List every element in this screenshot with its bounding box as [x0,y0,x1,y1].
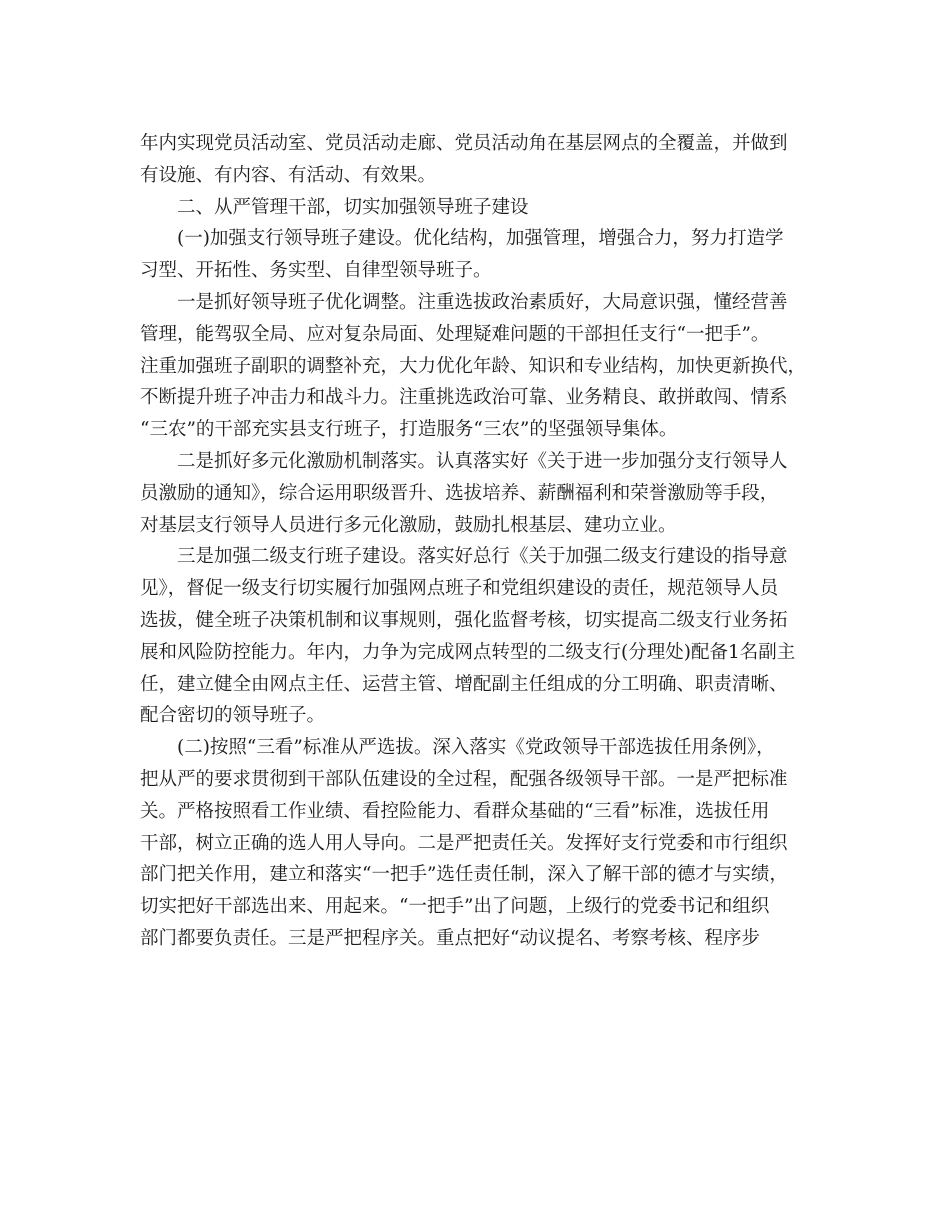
text-line: 注重加强班子副职的调整补充，大力优化年龄、知识和专业结构，加快更新换代， [140,355,807,377]
text-line: 有设施、有内容、有活动、有效果。 [140,164,437,186]
text-line: 干部，树立正确的选人用人导向。二是严把责任关。发挥好支行党委和市行组织 [140,832,788,854]
text-line: 二、从严管理干部，切实加强领导班子建设 [177,196,529,218]
document-body [140,128,820,955]
text-line: (一)加强支行领导班子建设。优化结构，加强管理，增强合力，努力打造学 [177,228,784,250]
text-line: 员激励的通知》，综合运用职级晋升、选拔培养、薪酬福利和荣誉激励等手段， [140,482,779,504]
text-line: 一是抓好领导班子优化调整。注重选拔政治素质好，大局意识强，懂经营善 [177,291,788,313]
text-line: 选拔，健全班子决策机制和议事规则，强化监督考核，切实提高二级支行业务拓 [140,609,788,631]
text-line: 切实把好干部选出来、用起来。“一把手”出了问题，上级行的党委书记和组织 [140,896,770,918]
text-line: 年内实现党员活动室、党员活动走廊、党员活动角在基层网点的全覆盖，并做到 [140,133,788,154]
text-line: 三是加强二级支行班子建设。落实好总行《关于加强二级支行建设的指导意 [177,546,788,568]
text-line: (二)按照“三看”标准从严选拔。深入落实《党政领导干部选拔任用条例》， [177,737,775,759]
text-line: 对基层支行领导人员进行多元化激励，鼓励扎根基层、建功立业。 [140,514,677,536]
text-line: 任，建立健全由网点主任、运营主管、增配副主任组成的分工明确、职责清晰、 [140,673,788,695]
text-line: “三农”的干部充实县支行班子，打造服务“三农”的坚强领导集体。 [140,419,678,441]
text-line: 展和风险防控能力。年内，力争为完成网点转型的二级支行(分理处)配备1名副主 [140,641,796,663]
text-line: 习型、开拓性、务实型、自律型领导班子。 [140,260,492,282]
text-line: 二是抓好多元化激励机制落实。认真落实好《关于进一步加强分支行领导人 [177,450,788,472]
text-line: 不断提升班子冲击力和战斗力。注重挑选政治可靠、业务精良、敢拼敢闯、情系 [140,387,788,409]
text-line: 部门都要负责任。三是严把程序关。重点把好“动议提名、考察考核、程序步 [140,927,760,949]
text-line: 部门把关作用，建立和落实“一把手”选任责任制，深入了解干部的德才与实绩， [140,864,788,886]
text-line: 关。严格按照看工作业绩、看控险能力、看群众基础的“三看”标准，选拔任用 [140,800,770,822]
text-line: 把从严的要求贯彻到干部队伍建设的全过程，配强各级领导干部。一是严把标准 [140,768,788,790]
text-line: 见》，督促一级支行切实履行加强网点班子和党组织建设的责任，规范领导人员 [140,578,779,600]
text-line: 管理，能驾驭全局、应对复杂局面、处理疑难问题的干部担任支行“一把手”。 [140,323,770,345]
text-line: 配合密切的领导班子。 [140,705,326,727]
